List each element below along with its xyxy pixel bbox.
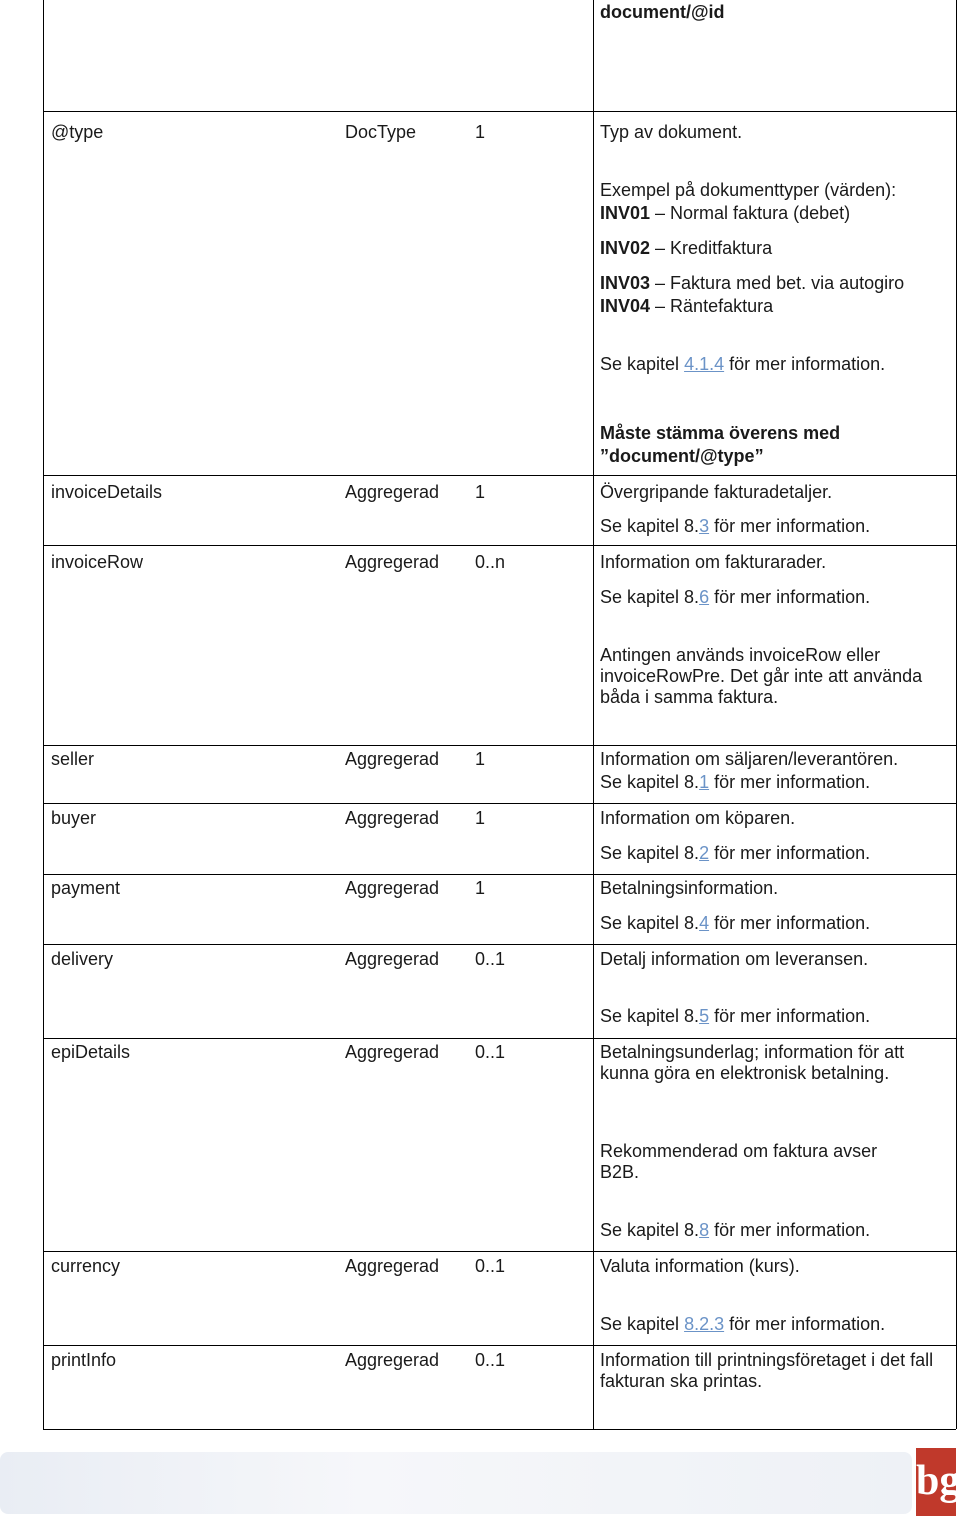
chapter-reference: Se kapitel 8.6 för mer information. xyxy=(600,587,871,607)
desc-column-divider xyxy=(593,111,594,1429)
chapter-link[interactable]: 2 xyxy=(699,843,710,863)
field-description: Typ av dokument. xyxy=(600,122,743,142)
row-sep xyxy=(43,1038,956,1039)
logo-text: bg xyxy=(916,1458,960,1504)
field-description: Betalningsinformation. xyxy=(600,878,779,898)
chapter-reference: Se kapitel 8.8 för mer information. xyxy=(600,1220,871,1240)
field-cardinality: 0..n xyxy=(475,552,506,572)
row-sep xyxy=(43,944,956,945)
chapter-link[interactable]: 4 xyxy=(699,913,710,933)
row-sep xyxy=(43,874,956,875)
chapter-link[interactable]: 3 xyxy=(699,516,710,536)
field-description: Information till printningsföretaget i det fall fakturan ska printas. xyxy=(600,1350,934,1391)
chapter-reference: Se kapitel 8.1 för mer information. xyxy=(600,772,871,792)
chapter-link[interactable]: 6 xyxy=(699,587,710,607)
chapter-reference: Se kapitel 8.4 för mer information. xyxy=(600,913,871,933)
row-sep xyxy=(43,1345,956,1346)
field-name: invoiceDetails xyxy=(51,482,163,502)
field-name: @type xyxy=(51,122,104,142)
field-note: Rekommenderad om faktura avser B2B. xyxy=(600,1141,878,1182)
field-name: delivery xyxy=(51,949,114,969)
field-type: Aggregerad xyxy=(345,1042,440,1062)
field-cardinality: 1 xyxy=(475,749,486,769)
field-description: Exempel på dokumenttyper (värden): xyxy=(600,180,897,200)
field-cardinality: 1 xyxy=(475,878,486,898)
header-divider xyxy=(593,0,594,111)
field-cardinality: 0..1 xyxy=(475,949,506,969)
right-border xyxy=(956,111,957,1429)
field-description: Information om köparen. xyxy=(600,808,796,828)
chapter-link[interactable]: 5 xyxy=(699,1006,710,1026)
note-text: ”document/@type” xyxy=(600,446,764,466)
field-type: Aggregerad xyxy=(345,552,440,572)
field-type: Aggregerad xyxy=(345,1256,440,1276)
field-name: buyer xyxy=(51,808,97,828)
chapter-link[interactable]: 1 xyxy=(699,772,710,792)
field-cardinality: 1 xyxy=(475,122,486,142)
field-type: Aggregerad xyxy=(345,482,440,502)
field-type: Aggregerad xyxy=(345,808,440,828)
chapter-reference: Se kapitel 4.1.4 för mer information. xyxy=(600,354,886,374)
field-note: Antingen används invoiceRow eller invoiceRowPre. Det går inte att använda båda i samma faktura. xyxy=(600,645,923,707)
field-name: invoiceRow xyxy=(51,552,144,572)
row-sep xyxy=(43,1251,956,1252)
field-description: Valuta information (kurs). xyxy=(600,1256,800,1276)
note-text: Måste stämma överens med xyxy=(600,423,841,443)
field-description: Information om fakturarader. xyxy=(600,552,827,572)
field-cardinality: 0..1 xyxy=(475,1042,506,1062)
doc-type-item: INV02 – Kreditfaktura xyxy=(600,238,773,258)
footer-band xyxy=(0,1452,912,1514)
chapter-link[interactable]: 8.2.3 xyxy=(684,1314,725,1334)
field-cardinality: 0..1 xyxy=(475,1256,506,1276)
chapter-reference: Se kapitel 8.3 för mer information. xyxy=(600,516,871,536)
chapter-reference: Se kapitel 8.2.3 för mer information. xyxy=(600,1314,886,1334)
field-cardinality: 1 xyxy=(475,482,486,502)
field-type: DocType xyxy=(345,122,417,142)
field-type: Aggregerad xyxy=(345,878,440,898)
field-description: Övergripande fakturadetaljer. xyxy=(600,482,833,502)
field-name: currency xyxy=(51,1256,121,1276)
doc-type-item: INV03 – Faktura med bet. via autogiro xyxy=(600,273,905,293)
row-sep xyxy=(43,803,956,804)
row-sep xyxy=(43,745,956,746)
field-description: Betalningsunderlag; information för att kunna göra en elektronisk betalning. xyxy=(600,1042,905,1083)
field-name: epiDetails xyxy=(51,1042,131,1062)
doc-table-header xyxy=(43,0,957,112)
field-cardinality: 1 xyxy=(475,808,486,828)
field-cardinality: 0..1 xyxy=(475,1350,506,1370)
field-type: Aggregerad xyxy=(345,749,440,769)
row-sep xyxy=(43,545,956,546)
doc-type-item: INV04 – Räntefaktura xyxy=(600,296,774,316)
field-name: printInfo xyxy=(51,1350,117,1370)
header-title: document/@id xyxy=(600,2,725,22)
field-name: payment xyxy=(51,878,121,898)
doc-type-item: INV01 – Normal faktura (debet) xyxy=(600,203,851,223)
field-type: Aggregerad xyxy=(345,949,440,969)
row-sep xyxy=(43,475,956,476)
chapter-reference: Se kapitel 8.2 för mer information. xyxy=(600,843,871,863)
field-name: seller xyxy=(51,749,95,769)
field-description: Information om säljaren/leverantören. xyxy=(600,749,899,769)
bankgirot-logo xyxy=(916,1448,960,1516)
field-type: Aggregerad xyxy=(345,1350,440,1370)
chapter-link[interactable]: 4.1.4 xyxy=(684,354,725,374)
chapter-link[interactable]: 8 xyxy=(699,1220,710,1240)
field-description: Detalj information om leveransen. xyxy=(600,949,869,969)
chapter-reference: Se kapitel 8.5 för mer information. xyxy=(600,1006,871,1026)
